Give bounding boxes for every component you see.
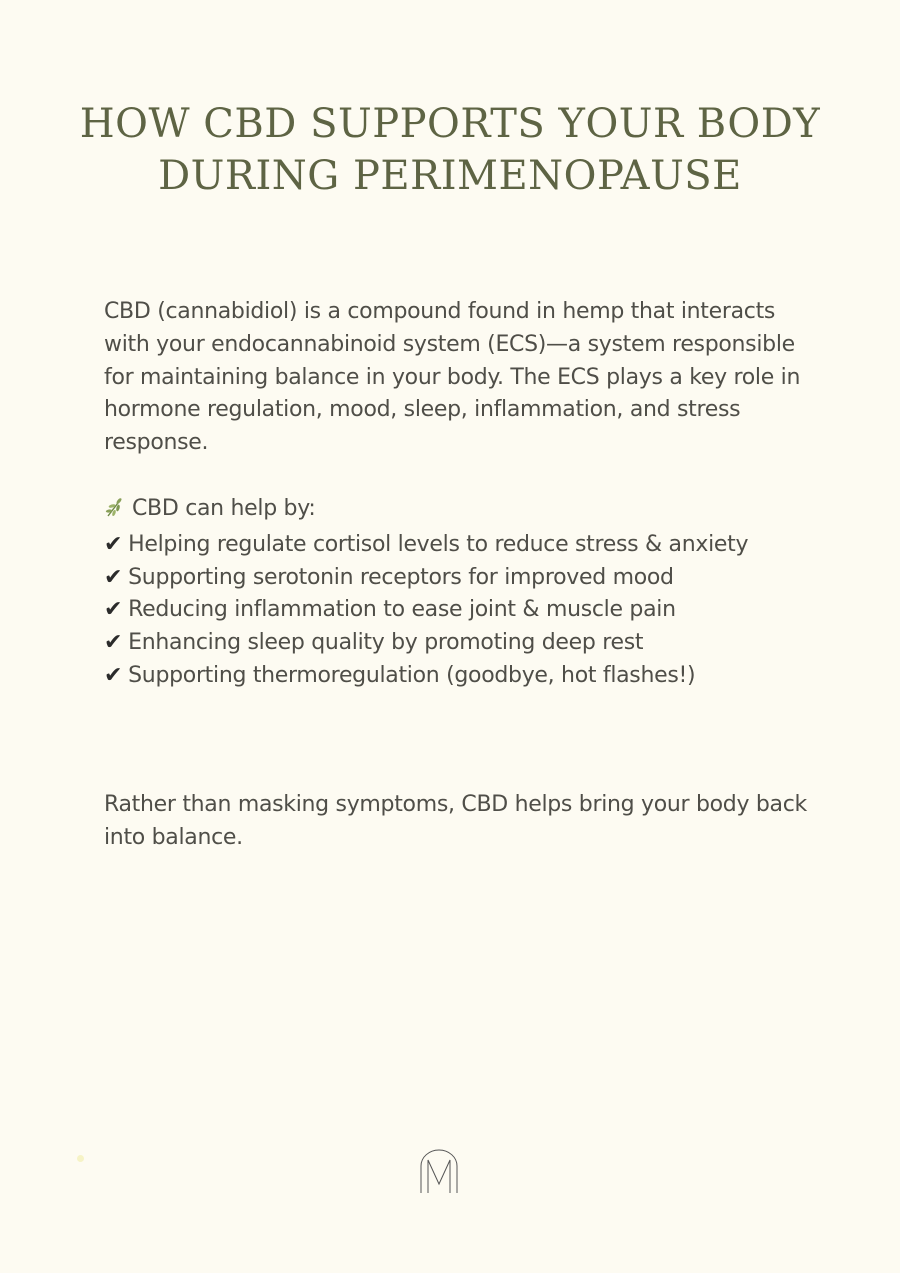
list-item-text: Supporting thermoregulation (goodbye, hot flashes!): [128, 662, 696, 688]
intro-paragraph: CBD (cannabidiol) is a compound found in hemp that interacts with your endocannabinoid system (ECS)—a system responsible for maintaining balance in your body. The ECS plays a key role in hormone regulation, mood, sleep, inflammation, and stress response.: [104, 299, 801, 456]
list-item-text: Enhancing sleep quality by promoting deep rest: [128, 630, 644, 656]
benefits-list: [104, 493, 824, 693]
decorative-dot: [77, 1155, 84, 1162]
benefits-heading: [104, 493, 824, 529]
list-item: [104, 627, 824, 660]
list-item: [104, 562, 824, 595]
check-icon: ✔: [104, 564, 123, 590]
closing-paragraph: Rather than masking symptoms, CBD helps bring your body back into balance.: [104, 792, 807, 850]
check-icon: ✔: [104, 597, 123, 623]
page-title: [0, 98, 900, 202]
title-line-2: DURING PERIMENOPAUSE: [158, 153, 742, 199]
arch-monogram-icon: [419, 1148, 459, 1198]
check-icon: ✔: [104, 662, 123, 688]
list-item: [104, 660, 824, 693]
herb-icon: [104, 496, 126, 529]
list-item: [104, 594, 824, 627]
check-icon: ✔: [104, 630, 123, 656]
list-item-text: Helping regulate cortisol levels to reduce stress & anxiety: [128, 531, 749, 557]
benefits-heading-text: CBD can help by:: [132, 496, 316, 521]
check-icon: ✔: [104, 531, 123, 557]
list-item: [104, 529, 824, 562]
title-line-1: HOW CBD SUPPORTS YOUR BODY: [79, 101, 821, 147]
list-item-text: Reducing inflammation to ease joint & muscle pain: [128, 597, 676, 623]
list-item-text: Supporting serotonin receptors for improved mood: [128, 564, 674, 590]
